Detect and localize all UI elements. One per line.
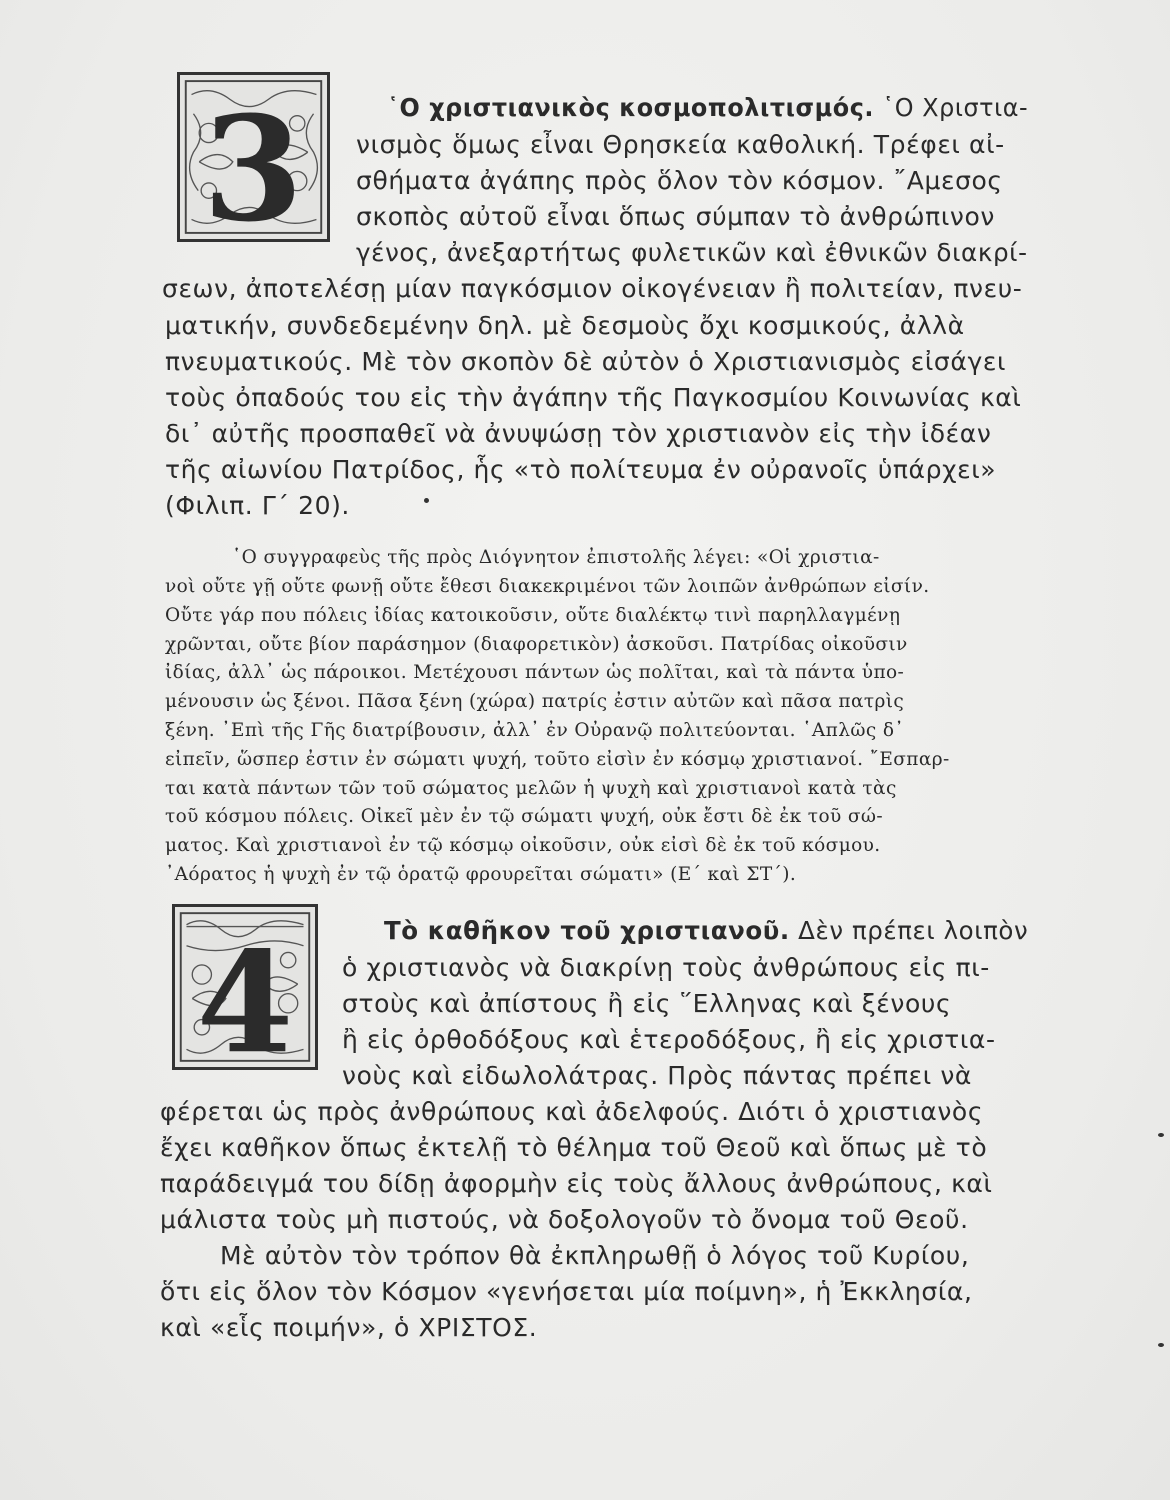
section-3-line-9: δι᾽ αὐτῆς προσπαθεῖ νὰ ἀνυψώσῃ τὸν χριστιανὸν εἰς τὴν ἰδέαν [165, 419, 992, 448]
section-3-line-8: τοὺς ὀπαδούς του εἰς τὴν ἀγάπην τῆς Παγκοσμίου Κοινωνίας καὶ [165, 383, 1022, 412]
decorative-initial-3 [177, 72, 330, 242]
section-4-line-3: ἢ εἰς ὀρθοδόξους καὶ ἑτεροδόξους, ἢ εἰς χριστια- [342, 1025, 996, 1054]
scan-speck [1158, 1133, 1164, 1137]
initial-4-glyph: 4 [196, 920, 294, 1067]
section-4-line-11: καὶ «εἷς ποιμήν», ὁ ΧΡΙΣΤΟΣ. [160, 1313, 538, 1342]
section-4-line-2: στοὺς καὶ ἀπίστους ἢ εἰς ῞Ελληνας καὶ ξένους [342, 989, 952, 1018]
section-3-line-3: σκοπὸς αὐτοῦ εἶναι ὅπως σύμπαν τὸ ἀνθρώπινον [356, 202, 995, 231]
section-3-line-5: σεων, ἀποτελέσῃ μίαν παγκόσμιον οἰκογένειαν ἢ πολιτείαν, πνευ- [162, 274, 1023, 303]
quote-line-4: ἰδίας, ἀλλ᾽ ὡς πάροικοι. Μετέχουσι πάντων ὡς πολῖται, καὶ τὰ πάντα ὑπο- [165, 662, 905, 683]
section-4-first-line [384, 916, 1028, 945]
section-4-line-4: νοὺς καὶ εἰδωλολάτρας. Πρὸς πάντας πρέπει νὰ [342, 1061, 972, 1090]
quote-line-3: χρῶνται, οὔτε βίον παράσημον (διαφορετικὸν) ἀσκοῦσι. Πατρίδας οἰκοῦσιν [165, 634, 908, 655]
section-3-line-1: νισμὸς ὅμως εἶναι Θρησκεία καθολική. Τρέφει αἰ- [356, 130, 1005, 159]
section-3-first-line [387, 93, 1028, 122]
quote-line-2: Οὔτε γάρ που πόλεις ἰδίας κατοικοῦσιν, οὔτε διαλέκτῳ τινὶ παρηλλαγμένῃ [165, 605, 901, 626]
quote-line-9: τοῦ κόσμου πόλεις. Οἰκεῖ μὲν ἐν τῷ σώματι ψυχή, οὐκ ἔστι δὲ ἐκ τοῦ σώ- [165, 806, 884, 827]
section-4-line-7: παράδειγμά του δίδῃ ἀφορμὴν εἰς τοὺς ἄλλους ἀνθρώπους, καὶ [160, 1169, 993, 1198]
section-3-line-11: (Φιλιπ. Γ´ 20). [165, 491, 350, 520]
scan-speck [1158, 1343, 1164, 1347]
section-4-line-6: ἔχει καθῆκον ὅπως ἐκτελῇ τὸ θέλημα τοῦ Θεοῦ καὶ ὅπως μὲ τὸ [160, 1133, 988, 1162]
quote-line-10: ματος. Καὶ χριστιανοὶ ἐν τῷ κόσμῳ οἰκοῦσιν, οὐκ εἰσὶ δὲ ἐκ τοῦ κόσμου. [165, 835, 881, 856]
quote-line-11: ᾽Αόρατος ἡ ψυχὴ ἐν τῷ ὁρατῷ φρουρεῖται σώματι» (Ε´ καὶ ΣΤ´). [165, 864, 797, 885]
section-3-line-10: τῆς αἰωνίου Πατρίδος, ἧς «τὸ πολίτευμα ἐν οὐρανοῖς ὑπάρχει» [165, 455, 997, 484]
decorative-initial-4 [172, 904, 318, 1070]
quote-line-5: μένουσιν ὡς ξένοι. Πᾶσα ξένη (χώρα) πατρίς ἐστιν αὐτῶν καὶ πᾶσα πατρὶς [165, 691, 905, 712]
quote-line-8: ται κατὰ πάντων τῶν τοῦ σώματος μελῶν ἡ ψυχὴ καὶ χριστιανοὶ κατὰ τὰς [165, 778, 897, 799]
section-3-line-2: σθήματα ἀγάπης πρὸς ὅλον τὸν κόσμον. ῎Αμεσος [356, 166, 1003, 195]
section-4-title: Τὸ καθῆκον τοῦ χριστιανοῦ. [384, 916, 790, 945]
ornament-icon [180, 75, 327, 239]
section-3-line-7: πνευματικούς. Μὲ τὸν σκοπὸν δὲ αὐτὸν ὁ Χριστιανισμὸς εἰσάγει [165, 347, 1007, 376]
section-4-line-9: Μὲ αὐτὸν τὸν τρόπον θὰ ἐκπληρωθῇ ὁ λόγος τοῦ Κυρίου, [220, 1241, 970, 1270]
ornament-icon [175, 907, 315, 1067]
quote-line-0: ῾Ο συγγραφεὺς τῆς πρὸς Διόγνητον ἐπιστολῆς λέγει: «Οἱ χριστια- [232, 547, 880, 568]
section-3-line-4: γένος, ἀνεξαρτήτως φυλετικῶν καὶ ἐθνικῶν διακρί- [356, 238, 1028, 267]
quote-line-1: νοὶ οὔτε γῇ οὔτε φωνῇ οὔτε ἔθεσι διακεκριμένοι τῶν λοιπῶν ἀνθρώπων εἰσίν. [165, 576, 930, 597]
section-4-line-10: ὅτι εἰς ὅλον τὸν Κόσμον «γενήσεται μία ποίμνη», ἡ Ἐκκλησία, [160, 1277, 973, 1306]
section-3-line-6: ματικήν, συνδεδεμένην δηλ. μὲ δεσμοὺς ὄχι κοσμικούς, ἀλλὰ [165, 311, 965, 340]
initial-3-glyph: 3 [202, 84, 304, 239]
section-4-line-8: μάλιστα τοὺς μὴ πιστούς, νὰ δοξολογοῦν τὸ ὄνομα τοῦ Θεοῦ. [160, 1205, 969, 1234]
quote-line-7: εἰπεῖν, ὥσπερ ἐστιν ἐν σώματι ψυχή, τοῦτο εἰσὶν ἐν κόσμῳ χριστιανοί. ῎Εσπαρ- [165, 749, 950, 770]
section-3-title: ῾Ο χριστιανικὸς κοσμοπολιτισμός. [387, 93, 875, 122]
scan-speck [424, 498, 429, 503]
section-4-line-0: Δὲν πρέπει λοιπὸν [798, 916, 1029, 945]
section-4-line-5: φέρεται ὡς πρὸς ἀνθρώπους καὶ ἀδελφούς. Διότι ὁ χριστιανὸς [160, 1097, 984, 1126]
section-4-line-1: ὁ χριστιανὸς νὰ διακρίνῃ τοὺς ἀνθρώπους εἰς πι- [342, 953, 990, 982]
section-3-line-0: ῾Ο Χριστια- [882, 93, 1029, 122]
quote-line-6: ξένη. ᾽Επὶ τῆς Γῆς διατρίβουσιν, ἀλλ᾽ ἐν Οὐρανῷ πολιτεύονται. ῾Απλῶς δ᾽ [165, 720, 905, 741]
